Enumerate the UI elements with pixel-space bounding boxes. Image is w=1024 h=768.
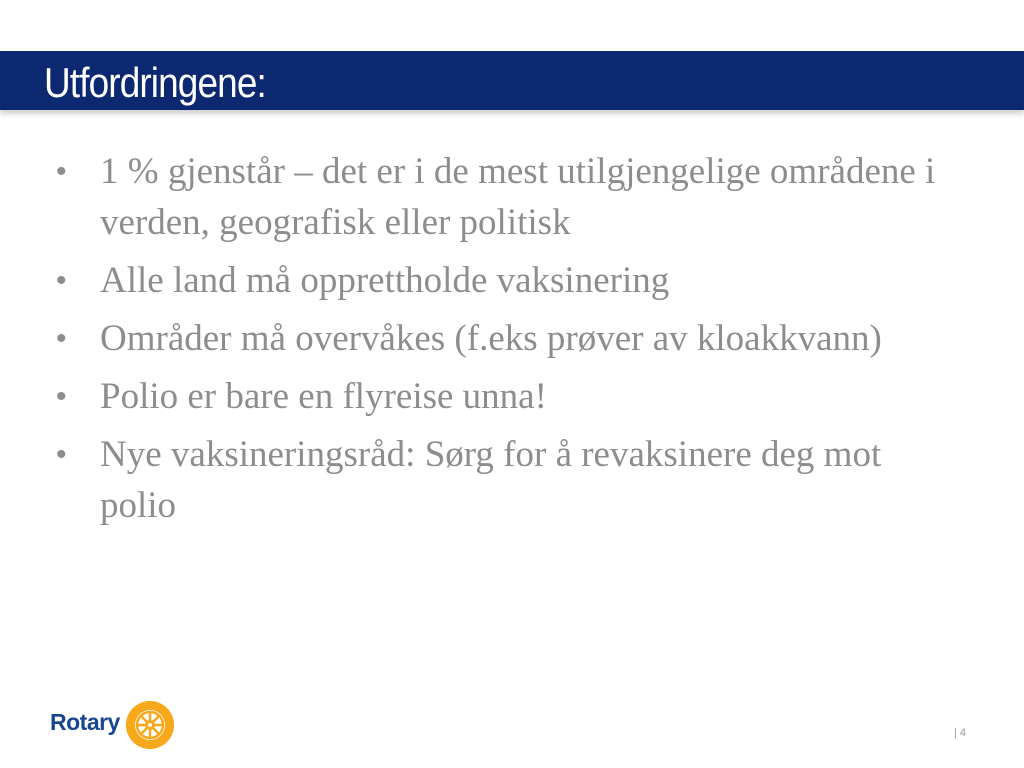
bullet-item [56,429,956,531]
slide-title: Utfordringene: [44,59,266,106]
bullet-text: Alle land må opprettholde vaksinering [100,260,670,301]
bullet-list [56,146,956,538]
bullet-marker: • [56,155,67,188]
logo-text: Rotary [50,709,120,735]
page-number: | 4 [954,727,967,739]
bullet-text: 1 % gjenstår – det er i de mest utilgjengelige områdene i verden, geografisk eller politisk [100,151,936,243]
bullet-marker: • [56,322,67,355]
bullet-item [56,255,956,306]
bullet-item [56,313,956,364]
bullet-marker: • [56,380,67,413]
bullet-marker: • [56,438,67,471]
bullet-marker: • [56,264,67,297]
bullet-item [56,371,956,422]
bullet-text: Områder må overvåkes (f.eks prøver av kloakkvann) [100,318,882,359]
bullet-text: Nye vaksineringsråd: Sørg for å revaksinere deg mot polio [100,434,882,526]
rotary-wheel-icon [125,700,175,750]
bullet-text: Polio er bare en flyreise unna! [100,376,547,417]
bullet-item [56,146,956,248]
rotary-logo [50,700,176,750]
